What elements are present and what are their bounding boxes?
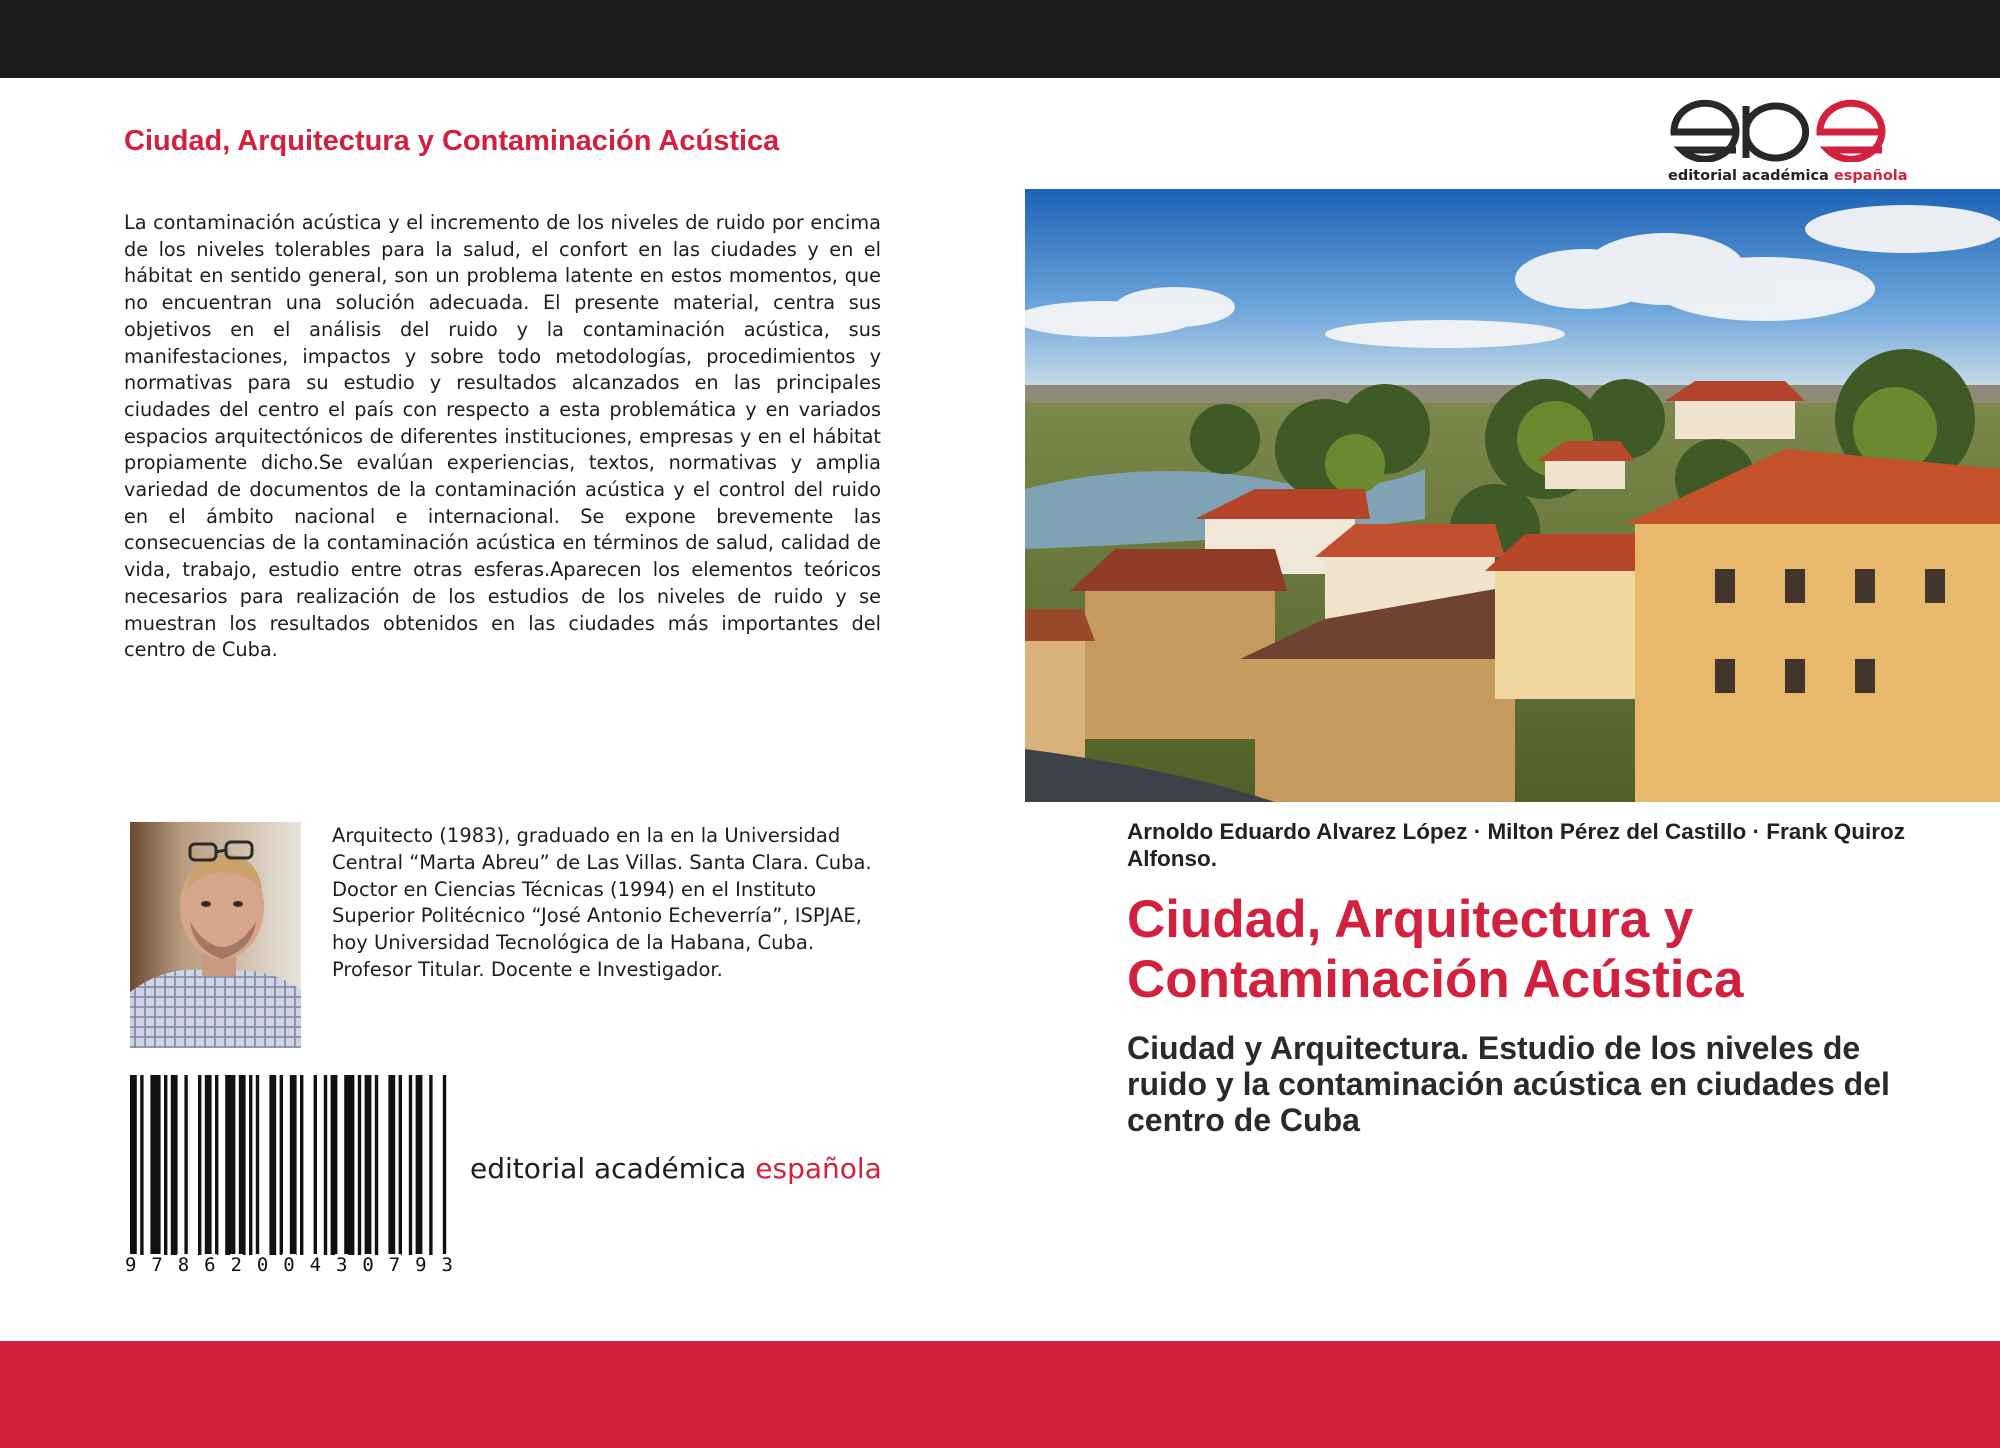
back-cover-title: Ciudad, Arquitectura y Contaminación Acústica xyxy=(124,125,780,157)
barcode-bar xyxy=(256,1075,259,1255)
barcode-bar xyxy=(198,1075,201,1255)
imprint-accent: española xyxy=(755,1152,882,1185)
barcode-bar xyxy=(375,1075,378,1255)
barcode-digit: 4 xyxy=(309,1254,322,1276)
barcode-digit: 9 xyxy=(125,1254,137,1276)
barcode-bar xyxy=(290,1075,297,1255)
barcode-bar xyxy=(225,1075,235,1255)
barcode-digit: 9 xyxy=(415,1254,427,1276)
barcode-bar xyxy=(239,1075,246,1255)
barcode-digit: 3 xyxy=(336,1254,348,1276)
barcode-bar xyxy=(140,1075,143,1255)
author-photo xyxy=(130,822,301,1048)
front-cover-subtitle: Ciudad y Arquitectura. Estudio de los niveles de ruido y la contaminación acústica en ciudades del centro de Cuba xyxy=(1127,1030,1890,1138)
barcode-bar xyxy=(300,1075,303,1255)
author-bio: Arquitecto (1983), graduado en la en la Universidad Central “Marta Abreu” de Las Villas. Santa Clara. Cuba. Doctor en Ciencias Técnicas (1994) en el Instituto Superior Politécnico “José Antonio Echeverría”, ISPJAE, hoy Universidad Tecnológica de la Habana, Cuba. Profesor Titular. Docente e Investigador. xyxy=(332,824,872,981)
barcode-bar xyxy=(388,1075,395,1255)
barcode-bar xyxy=(443,1075,446,1255)
logo-main: editorial académica xyxy=(1668,168,1834,184)
barcode-bar xyxy=(358,1075,361,1255)
logo-accent: española xyxy=(1833,168,1908,184)
logo-wordmark xyxy=(1668,168,1908,184)
barcode-digit: 7 xyxy=(151,1254,163,1276)
barcode-bar xyxy=(314,1075,317,1255)
barcode-bar xyxy=(331,1075,338,1255)
isbn-barcode xyxy=(128,1075,450,1279)
barcode-bar xyxy=(280,1075,283,1255)
bottom-band xyxy=(0,1341,2000,1448)
back-publisher-imprint xyxy=(470,1152,882,1185)
barcode-bar xyxy=(416,1075,423,1255)
barcode-bar xyxy=(409,1075,412,1255)
barcode-bar xyxy=(164,1075,167,1255)
barcode-bar xyxy=(399,1075,402,1255)
top-band xyxy=(0,0,2000,78)
barcode-digits xyxy=(124,1250,454,1280)
barcode-digit: 2 xyxy=(230,1254,242,1276)
publisher-logo xyxy=(1660,96,1908,192)
barcode-bar xyxy=(365,1075,372,1255)
authors: Arnoldo Eduardo Alvarez López · Milton Pérez del Castillo · Frank Quiroz Alfonso. xyxy=(1127,819,1905,871)
barcode-bar xyxy=(150,1075,160,1255)
back-cover-blurb: La contaminación acústica y el incremento de los niveles de ruido por encima de los niveles tolerables para la salud, el confort en las ciudades y en el hábitat en sentido general, son un problema latente en estos momentos, que no encuentran una solución adecuada. El presente material, centra sus objetivos en el análisis del ruido y la contaminación acústica, sus manifestaciones, impactos y sobre todo metodologías, procedimientos y normativas para su estudio y resultados alcanzados en las principales ciudades del centro el país con respecto a esta problemática y en variados espacios arquitectónicos de diferentes instituciones, empresas y en el hábitat propiamente dicho.Se evalúan experiencias, textos, normativas y amplia variedad de documentos de la contaminación acústica y el control del ruido en el ámbito nacional e internacional. Se expone brevemente las consecuencias de la contaminación acústica en términos de salud, calidad de vida, trabajo, estudio entre otras esferas.Aparecen los elementos teóricos necesarios para realización de los estudios de los niveles de ruido y se muestran los resultados obtenidos en las ciudades más importantes del centro de Cuba. xyxy=(124,211,881,662)
front-cover-title: Ciudad, Arquitectura y Contaminación Acústica xyxy=(1127,890,1744,1009)
imprint-main: editorial académica xyxy=(470,1152,756,1185)
barcode-bar xyxy=(429,1075,432,1255)
barcode-bar xyxy=(249,1075,252,1255)
barcode-digit: 0 xyxy=(362,1254,374,1276)
cover-photo-town xyxy=(1025,189,2000,802)
barcode-bar xyxy=(344,1075,354,1255)
barcode-bar xyxy=(171,1075,178,1255)
barcode-digit: 3 xyxy=(441,1254,453,1276)
barcode-bar xyxy=(184,1075,187,1255)
barcode-bar xyxy=(130,1075,137,1255)
barcode-bar xyxy=(215,1075,218,1255)
barcode-digit: 0 xyxy=(256,1254,269,1276)
barcode-digit: 0 xyxy=(283,1254,295,1276)
barcode-bar xyxy=(205,1075,212,1255)
barcode-digit: 6 xyxy=(204,1254,216,1276)
barcode-bar xyxy=(269,1075,276,1255)
barcode-bar xyxy=(324,1075,327,1255)
barcode-digit: 7 xyxy=(388,1254,401,1276)
barcode-digit: 8 xyxy=(177,1254,190,1276)
